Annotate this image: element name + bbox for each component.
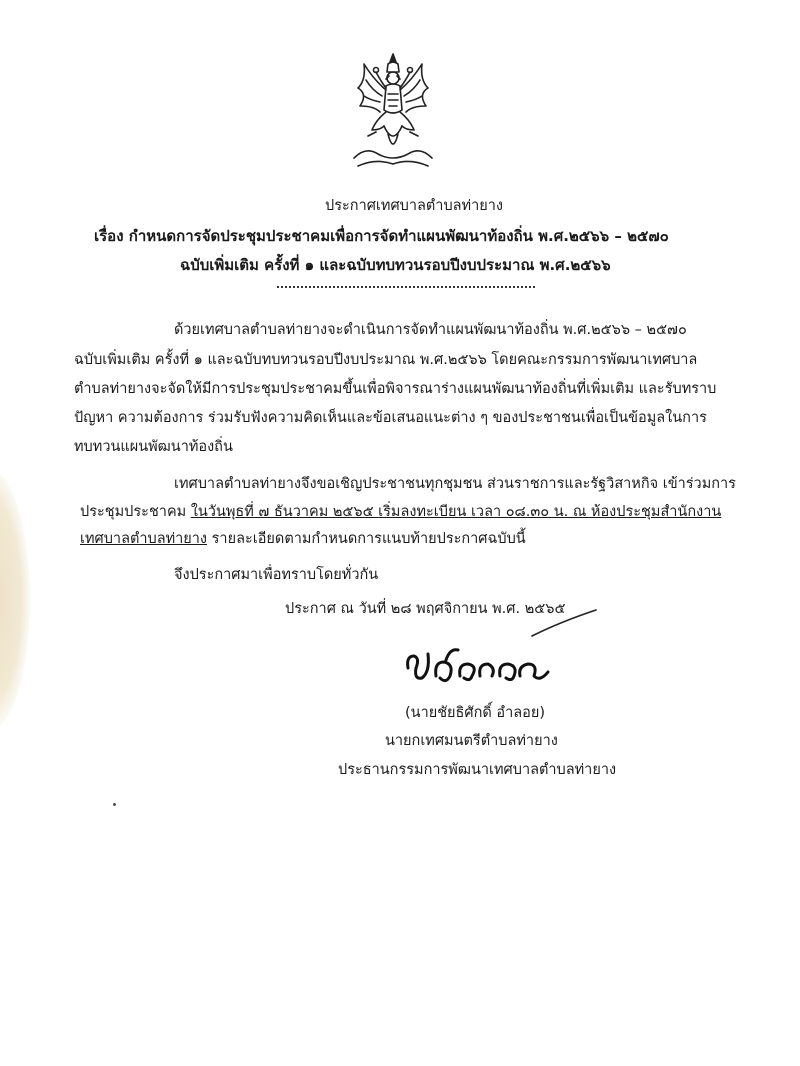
paragraph-1-line-2: ฉบับเพิ่มเติม ครั้งที่ ๑ และฉบับทบทวนรอบปีงบประมาณ พ.ศ.๒๕๖๖ โดยคณะกรรมการพัฒนาเทศบาล	[74, 352, 698, 368]
meeting-venue-name: เทศบาลตำบลท่ายาง	[80, 531, 208, 547]
announcement-date: ประกาศ ณ วันที่ ๒๘ พฤศจิกายน พ.ศ. ๒๕๖๕	[285, 601, 566, 617]
meeting-date-venue: ในวันพุธที่ ๗ ธันวาคม ๒๕๖๕ เริ่มลงทะเบียน เวลา ๐๘.๓๐ น. ณ ห้องประชุมสำนักงาน	[190, 504, 722, 520]
garuda-emblem-icon	[346, 50, 440, 174]
signer-name: (นายชัยธิศักดิ์ อำลอย)	[405, 705, 546, 721]
paragraph-2-line-2-prefix: ประชุมประชาคม	[80, 504, 191, 520]
stray-mark	[113, 803, 116, 806]
signer-position-mayor: นายกเทศมนตรีตำบลท่ายาง	[385, 733, 558, 749]
announcement-title: ประกาศเทศบาลตำบลท่ายาง	[325, 198, 503, 214]
paragraph-1-line-1: ด้วยเทศบาลตำบลท่ายางจะดำเนินการจัดทำแผนพัฒนาท้องถิ่น พ.ศ.๒๕๖๖ – ๒๕๗๐	[174, 322, 687, 338]
signer-position-chairman: ประธานกรรมการพัฒนาเทศบาลตำบลท่ายาง	[338, 762, 617, 778]
paragraph-2-line-1: เทศบาลตำบลท่ายางจึงขอเชิญประชาชนทุกชุมชน ส่วนราชการและรัฐวิสาหกิจ เข้าร่วมการ	[174, 476, 736, 492]
handwritten-signature	[400, 642, 560, 692]
paragraph-1-line-3: ตำบลท่ายางจะจัดให้มีการประชุมประชาคมขึ้นเพื่อพิจารณาร่างแผนพัฒนาท้องถิ่นที่เพิ่มเติม และรับทราบ	[74, 381, 717, 397]
announcement-subject: เรื่อง กำหนดการจัดประชุมประชาคมเพื่อการจัดทำแผนพัฒนาท้องถิ่น พ.ศ.๒๕๖๖ – ๒๕๗๐	[94, 227, 669, 245]
paragraph-1-line-4: ปัญหา ความต้องการ ร่วมรับฟังความคิดเห็นและข้อเสนอแนะต่าง ๆ ของประชาชนเพื่อเป็นข้อมูลในการ	[74, 410, 707, 426]
closing-statement: จึงประกาศมาเพื่อทราบโดยทั่วกัน	[174, 567, 379, 583]
paragraph-1-line-5: ทบทวนแผนพัฒนาท้องถิ่น	[74, 439, 233, 455]
signature-flourish	[530, 608, 600, 638]
paragraph-2-line-2	[80, 502, 721, 522]
page-edge-shadow	[0, 470, 30, 730]
dotted-separator	[277, 280, 535, 288]
announcement-subtitle: ฉบับเพิ่มเติม ครั้งที่ ๑ และฉบับทบทวนรอบปีงบประมาณ พ.ศ.๒๕๖๖	[180, 256, 611, 274]
paragraph-2-line-3	[80, 529, 526, 549]
paragraph-2-line-3-rest: รายละเอียดตามกำหนดการแนบท้ายประกาศฉบับนี้	[207, 531, 526, 547]
